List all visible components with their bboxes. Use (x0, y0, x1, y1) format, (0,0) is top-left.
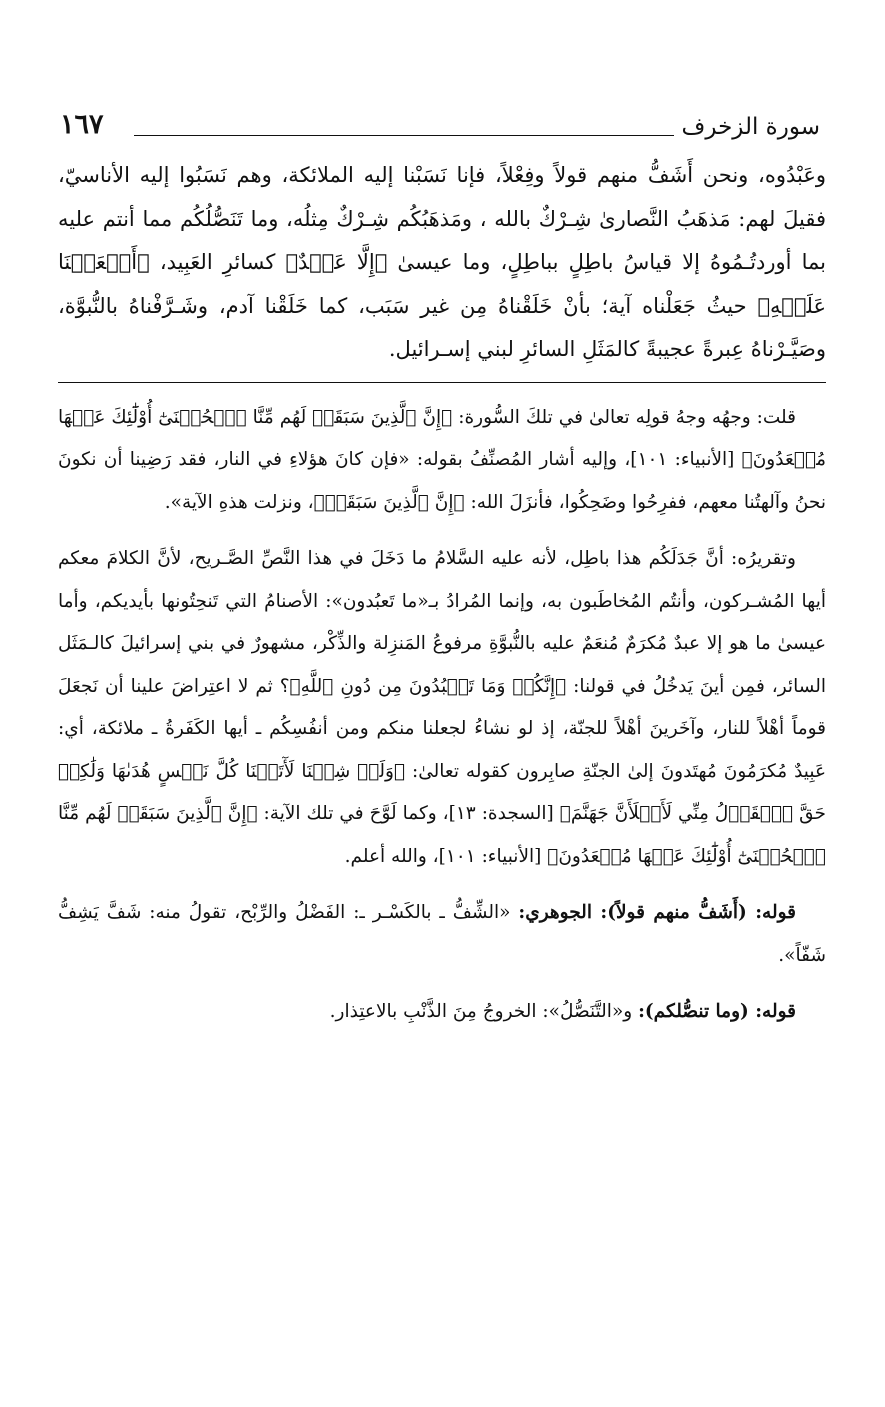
commentary-gloss: «الشِّفُّ ـ بالكَسْـر ـ: الفَضْلُ والرِّبْح، تقولُ منه: شَفَّ يَشِفُّ شَفّاً». (58, 902, 826, 966)
book-page (58, 108, 826, 1048)
commentary-paragraph (58, 991, 826, 1034)
footnote-divider (58, 382, 826, 383)
header-rule (134, 135, 674, 136)
commentary-lemma: قوله: (أَشَفُّ منهم قولاً): الجوهري: (518, 902, 797, 923)
commentary-gloss: و«التَّنَصُّلُ»: الخروجُ مِنَ الذَّنْبِ بالاعتِذار. (329, 1001, 639, 1022)
commentary-paragraph (58, 892, 826, 977)
surah-title: سورة الزخرف (681, 114, 820, 140)
main-text: وعَبْدُوه، ونحن أَشَفُّ منهم قولاً وفِعْلاً، فإنا نَسَبْنا إليه الملائكة، وهم نَسَبُوا إليه الأناسيّ، فقيلَ لهم: مَذهَبُ النَّصارىٰ شِـرْكٌ بالله ، ومَذهَبُكُم شِـرْكٌ مِثلُه، وما تَنَصُّلُكُم مما أنتم عليه بما أوردتُـمُوهُ إلا قياسُ باطِلٍ بباطِلٍ، وما عيسىٰ ﴿إِلَّا عَبۡدٌ﴾ كسائرِ العَبِيد، ﴿أَنۡعَمۡنَا عَلَيۡهِ﴾ حيثُ جَعَلْناه آية؛ بأنْ خَلَقْناهُ مِن غير سَبَب، كما خَلَقْنا آدم، وشَـرَّفْناهُ بالنُّبوَّة، وصَيَّـرْناهُ عِبرةً عجيبةً كالمَثَلِ السائرِ لبني إسـرائيل. (58, 163, 826, 361)
page-number: ١٦٧ (60, 109, 104, 140)
commentary (58, 397, 826, 1034)
commentary-paragraph: وتقريرُه: أنَّ جَدَلَكُم هذا باطِل، لأنه عليه السَّلامُ ما دَخَلَ في هذا النَّصِّ الصَّـريح، لأنَّ الكلامَ معكم أيها المُشـركون، وأنتُم المُخاطَبون به، وإنما المُرادُ بـ«ما تَعبُدون»: الأصنامُ التي تَنحِتُونها بأيديكم، وأما عيسىٰ ما هو إلا عبدٌ مُكرَمٌ مُنعَمٌ عليه بالنُّبوَّةِ مرفوعُ المَنزِلة والذِّكْر، مشهورٌ في بني إسرائيلَ كالـمَثَل السائر، فمِن أينَ يَدخُلُ في قولنا: ﴿إِنَّكُمۡ وَمَا تَعۡبُدُونَ مِن دُونِ ٱللَّهِ﴾؟ ثم لا اعتِراضَ علينا أن نَجعَلَ قوماً أهْلاً للنار، وآخَرينَ أهْلاً للجنّة، إذ لو نشاءُ لجعلنا منكم ومن أنفُسِكُم ـ أيها الكَفَرةُ ـ ملائكة، أي: عَبِيدٌ مُكرَمُونَ مُهتَدونَ إلىٰ الجنّةِ صابِرون كقوله تعالىٰ: ﴿وَلَوۡ شِئۡنَا لَأٓتَيۡنَا كُلَّ نَفۡسٍ هُدَىٰهَا وَلَٰكِنۡ حَقَّ ٱلۡقَوۡلُ مِنِّي لَأَمۡلَأَنَّ جَهَنَّمَ﴾ [السجدة: ١٣]، وكما لَوَّحَ في تلك الآية: ﴿إِنَّ ٱلَّذِينَ سَبَقَتۡ لَهُم مِّنَّا ٱلۡحُسۡنَىٰٓ أُوْلَٰٓئِكَ عَنۡهَا مُبۡعَدُونَ﴾ [الأنبياء: ١٠١]، والله أعلم. (58, 548, 826, 867)
commentary-paragraph: قلت: وجهُه وجهُ قولِه تعالىٰ في تلكَ السُّورة: ﴿إِنَّ ٱلَّذِينَ سَبَقَتۡ لَهُم مِّنَّا ٱلۡحُسۡنَىٰٓ أُوْلَٰٓئِكَ عَنۡهَا مُبۡعَدُونَ﴾ [الأنبياء: ١٠١]، وإليه أشار المُصنِّفُ بقوله: «فإن كانَ هؤلاءِ في النار، فقد رَضِينا أن نكونَ نحنُ وآلهتُنا معهم، ففرِحُوا وضَحِكُوا، فأنزَلَ الله: ﴿إِنَّ ٱلَّذِينَ سَبَقَتۡ﴾، ونزلت هذهِ الآية». (58, 406, 826, 513)
page-header (58, 108, 826, 144)
commentary-lemma: قوله: (وما تنصُّلكم): (638, 1001, 796, 1022)
